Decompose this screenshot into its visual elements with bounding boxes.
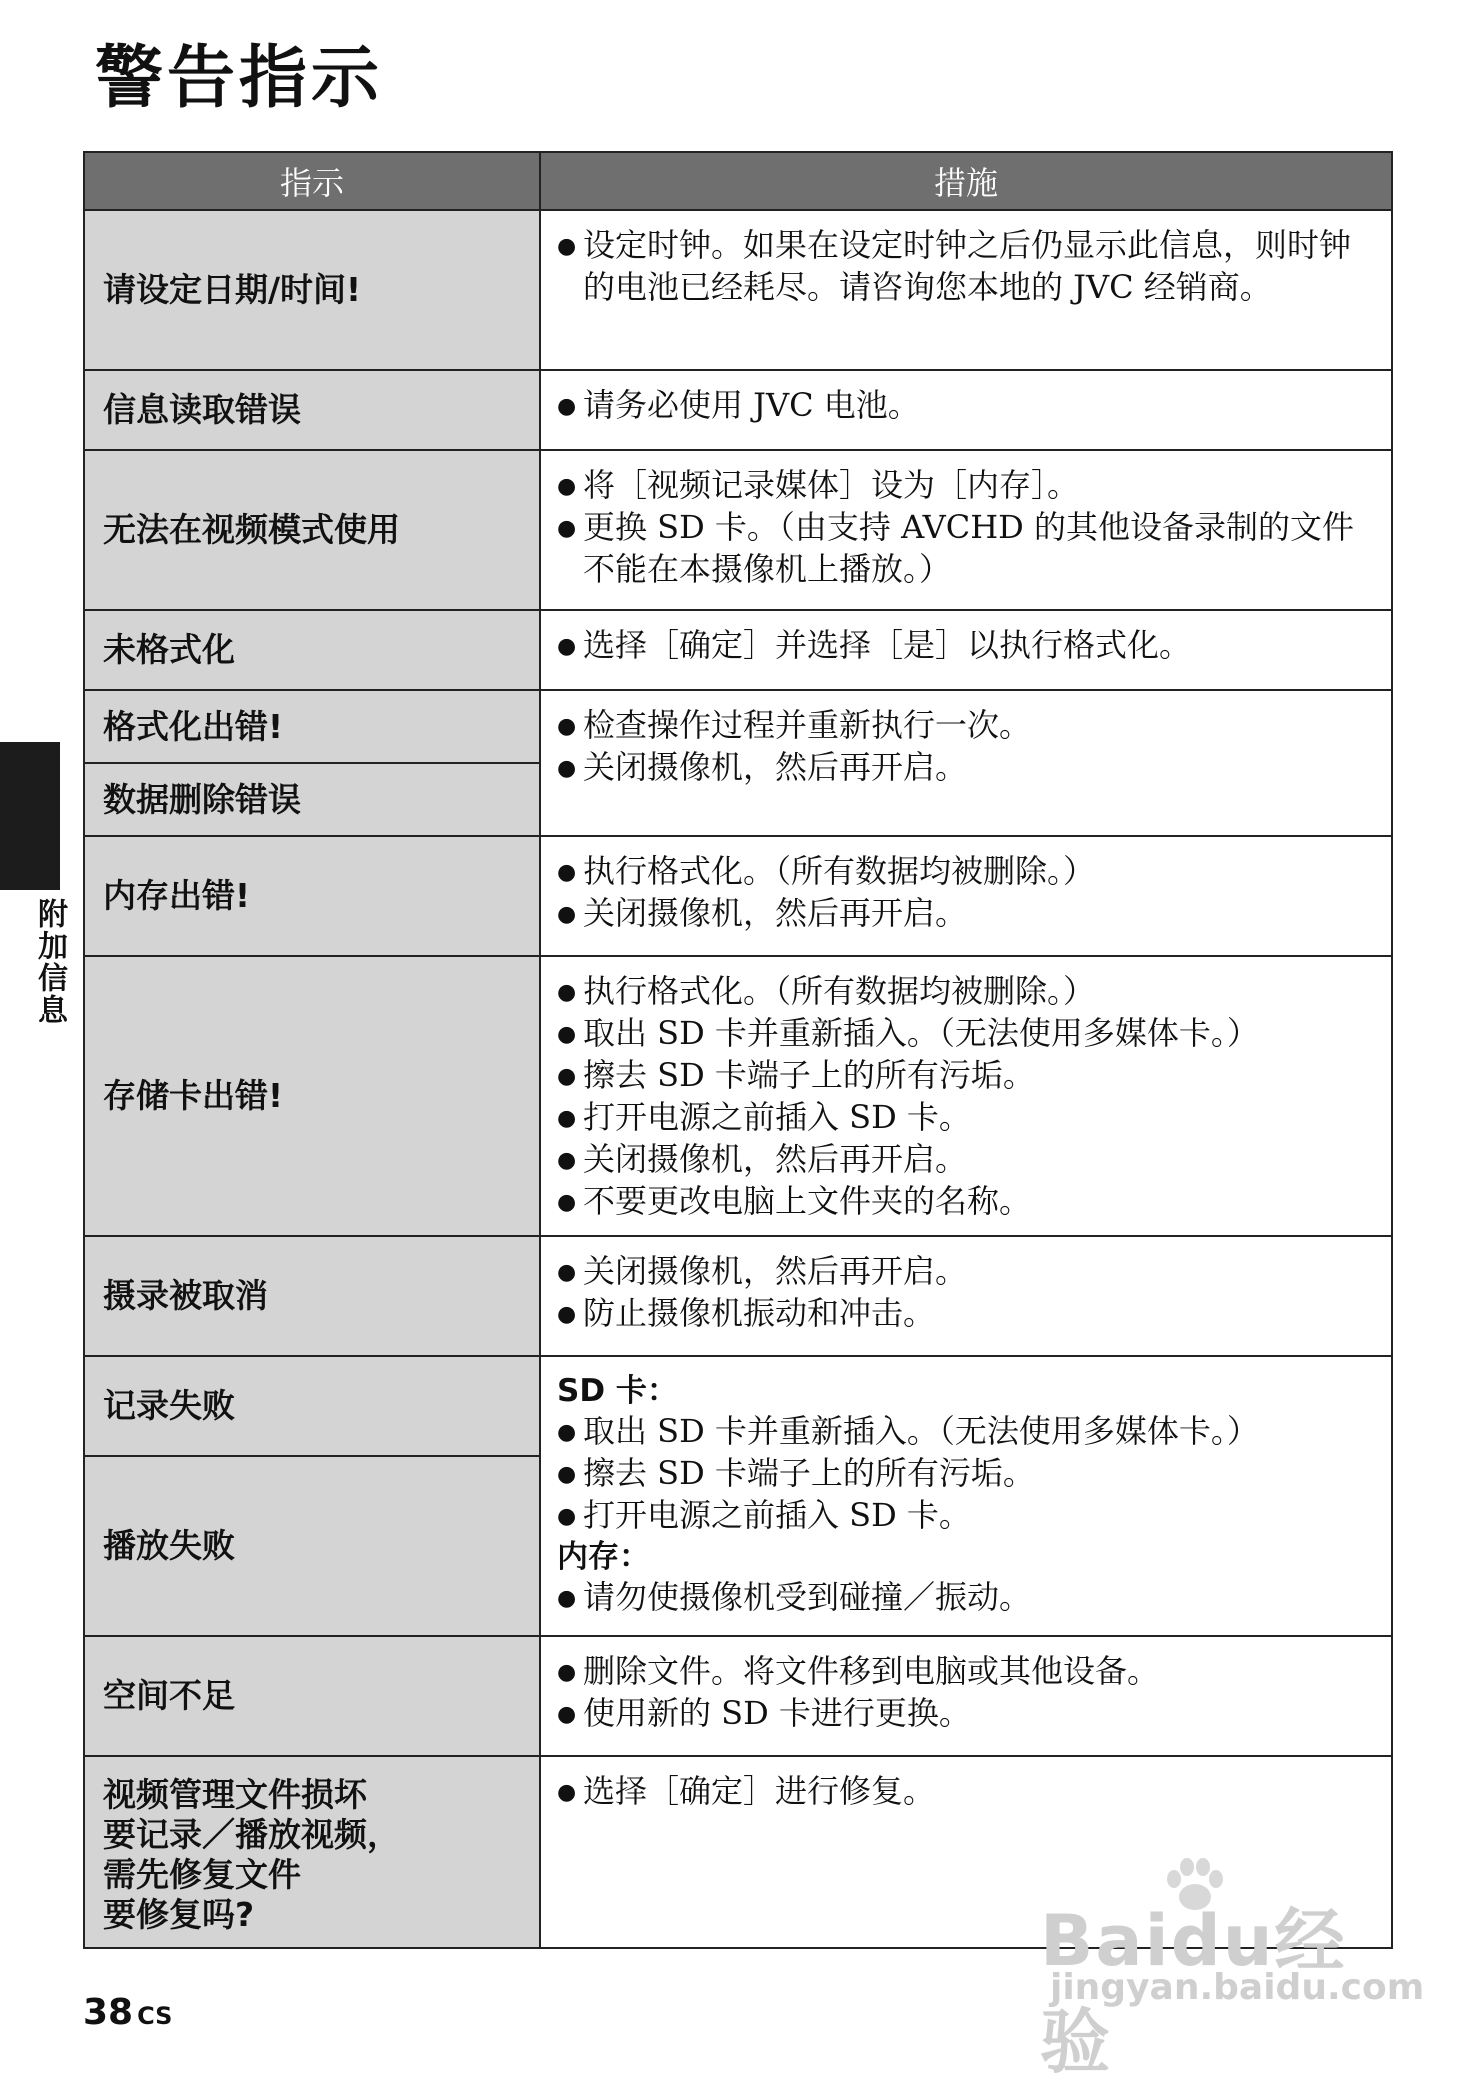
- message-cell: 请设定日期/时间!: [84, 210, 540, 370]
- message-cell: 内存出错!: [84, 836, 540, 956]
- action-cell: [540, 1636, 1392, 1756]
- action-item: ● 打开电源之前插入 SD 卡。: [557, 1097, 1375, 1139]
- watermark-brand: Baidu经验: [1040, 1900, 1347, 2083]
- action-cell: [540, 610, 1392, 690]
- action-item: ● 执行格式化。（所有数据均被删除。）: [557, 851, 1375, 893]
- message-cell: 空间不足: [84, 1636, 540, 1756]
- message-line: 要记录／播放视频，: [103, 1815, 400, 1854]
- table-row: [84, 956, 1392, 1236]
- message-cell: 未格式化: [84, 610, 540, 690]
- message-line: 要修复吗?: [103, 1895, 255, 1934]
- table-row: [84, 210, 1392, 370]
- side-tab: [0, 742, 60, 890]
- action-cell: [540, 450, 1392, 610]
- action-item: ● 不要更改电脑上文件夹的名称。: [557, 1181, 1375, 1223]
- action-item: ● 将［视频记录媒体］设为［内存］。: [557, 465, 1375, 507]
- action-item: ● 打开电源之前插入 SD 卡。: [557, 1495, 1375, 1537]
- message-cell: 摄录被取消: [84, 1236, 540, 1356]
- action-item: ● 关闭摄像机，然后再开启。: [557, 747, 1375, 789]
- action-item: ● 使用新的 SD 卡进行更换。: [557, 1693, 1375, 1735]
- action-item: ● 关闭摄像机，然后再开启。: [557, 1251, 1375, 1293]
- message-cell: 记录失败: [84, 1356, 540, 1456]
- header-indication: 指示: [84, 152, 540, 210]
- action-cell: [540, 956, 1392, 1236]
- page-language-code: CS: [137, 2002, 173, 2030]
- page-title: 警告指示: [95, 39, 384, 118]
- action-item: ● 取出 SD 卡并重新插入。（无法使用多媒体卡。）: [557, 1411, 1375, 1453]
- action-item: ● 更换 SD 卡。（由支持 AVCHD 的其他设备录制的文件不能在本摄像机上播放。）: [557, 507, 1375, 589]
- warning-table: [83, 151, 1393, 1949]
- table-header-row: [84, 152, 1392, 210]
- watermark-url: jingyan.baidu.com: [1050, 1967, 1425, 2008]
- table-row: [84, 1236, 1392, 1356]
- action-cell: [540, 210, 1392, 370]
- message-cell: 播放失败: [84, 1456, 540, 1636]
- action-item: ● 选择［确定］进行修复。: [557, 1771, 1375, 1813]
- table-row: [84, 610, 1392, 690]
- action-item: ● 删除文件。将文件移到电脑或其他设备。: [557, 1651, 1375, 1693]
- action-item: ● 选择［确定］并选择［是］以执行格式化。: [557, 625, 1375, 667]
- action-cell: [540, 836, 1392, 956]
- action-item: ● 执行格式化。（所有数据均被删除。）: [557, 971, 1375, 1013]
- message-line: 需先修复文件: [103, 1855, 301, 1894]
- header-action: 措施: [540, 152, 1392, 210]
- action-item: ● 请务必使用 JVC 电池。: [557, 385, 1375, 427]
- table-row: [84, 836, 1392, 956]
- message-cell: 数据删除错误: [84, 763, 540, 836]
- table-row: [84, 1356, 1392, 1456]
- message-cell: 无法在视频模式使用: [84, 450, 540, 610]
- page-footer: [83, 1992, 172, 2033]
- message-cell: 存储卡出错!: [84, 956, 540, 1236]
- message-cell: 格式化出错!: [84, 690, 540, 763]
- action-item: ● 设定时钟。如果在设定时钟之后仍显示此信息，则时钟的电池已经耗尽。请咨询您本地的 JVC 经销商。: [557, 225, 1375, 307]
- action-item: ● 取出 SD 卡并重新插入。（无法使用多媒体卡。）: [557, 1013, 1375, 1055]
- message-cell: [84, 1756, 540, 1948]
- action-item: ● 关闭摄像机，然后再开启。: [557, 893, 1375, 935]
- action-item: ● 擦去 SD 卡端子上的所有污垢。: [557, 1055, 1375, 1097]
- memory-heading: 内存：: [557, 1539, 650, 1575]
- table-row: [84, 1636, 1392, 1756]
- action-cell: [540, 370, 1392, 450]
- table-row: [84, 370, 1392, 450]
- action-cell: [540, 690, 1392, 836]
- action-cell: [540, 1356, 1392, 1636]
- action-item: ● 防止摄像机振动和冲击。: [557, 1293, 1375, 1335]
- message-line: 视频管理文件损坏: [103, 1775, 367, 1814]
- watermark: [1040, 1855, 1425, 2083]
- action-item: ● 关闭摄像机，然后再开启。: [557, 1139, 1375, 1181]
- action-item: ● 请勿使摄像机受到碰撞／振动。: [557, 1577, 1375, 1619]
- page-number: 38: [83, 1992, 134, 2033]
- side-section-label: 附加信息: [32, 898, 67, 1026]
- action-cell: [540, 1236, 1392, 1356]
- sd-card-heading: SD 卡：: [557, 1373, 678, 1409]
- table-row: [84, 450, 1392, 610]
- message-cell: 信息读取错误: [84, 370, 540, 450]
- action-item: ● 擦去 SD 卡端子上的所有污垢。: [557, 1453, 1375, 1495]
- table-row: [84, 690, 1392, 763]
- action-item: ● 检查操作过程并重新执行一次。: [557, 705, 1375, 747]
